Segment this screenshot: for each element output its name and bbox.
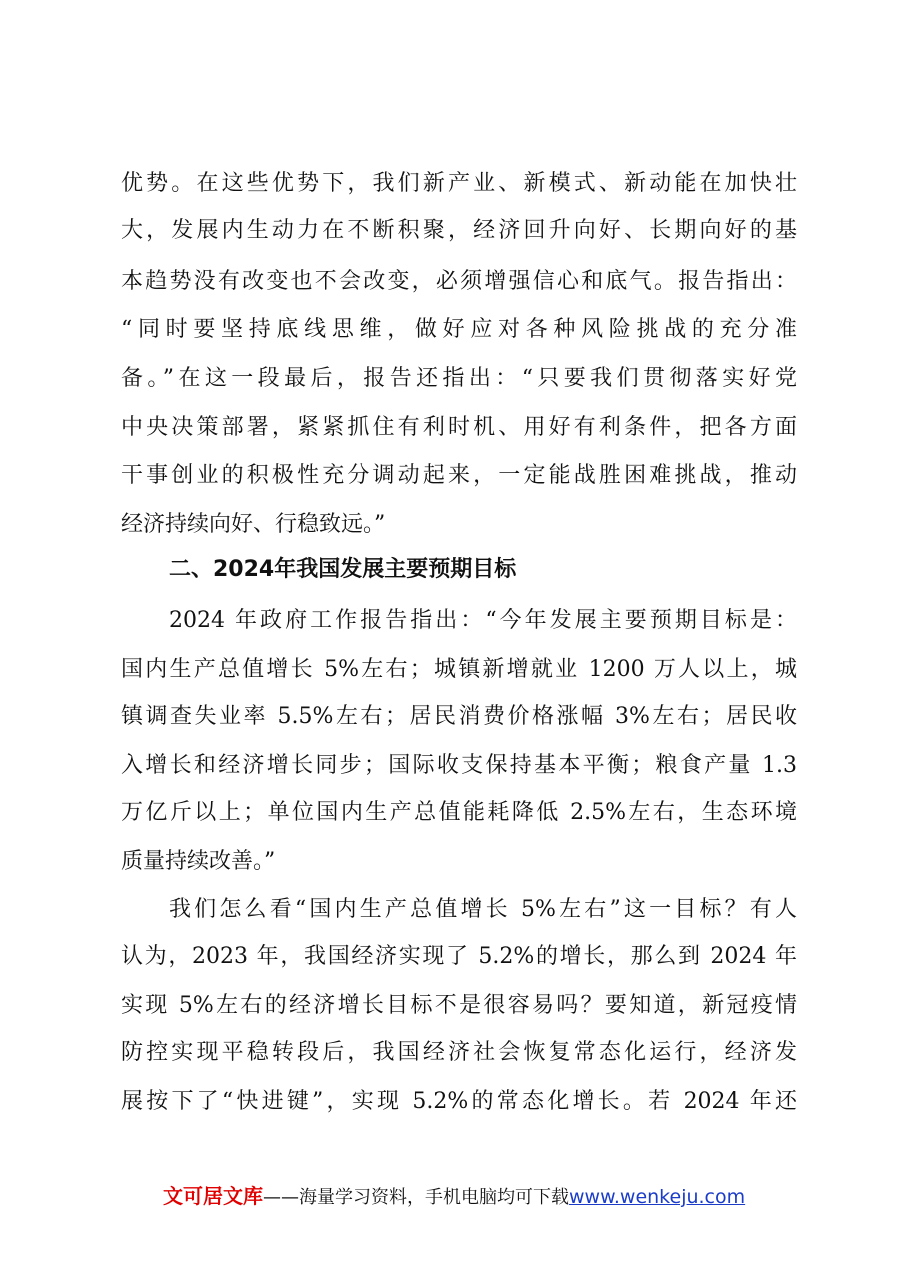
paragraph-1-line: 中央决策部署，紧紧抓住有利时机、用好有利条件，把各方面 — [121, 415, 797, 440]
footer-banner — [163, 1180, 745, 1212]
paragraph-3-line: 防控实现平稳转段后，我国经济社会恢复常态化运行，经济发 — [121, 1040, 797, 1065]
paragraph-2-line: 镇调查失业率 5.5%左右；居民消费价格涨幅 3%左右；居民收 — [121, 704, 797, 729]
paragraph-3-line: 实现 5%左右的经济增长目标不是很容易吗？要知道，新冠疫情 — [121, 993, 797, 1018]
paragraph-3-line: 展按下了“快进键”，实现 5.2%的常态化增长。若 2024 年还 — [121, 1089, 797, 1114]
paragraph-2-line: 国内生产总值增长 5%左右；城镇新增就业 1200 万人以上，城 — [121, 657, 797, 682]
paragraph-3-line: 认为，2023 年，我国经济实现了 5.2%的增长，那么到 2024 年 — [121, 944, 797, 969]
paragraph-1-line: “同时要坚持底线思维，做好应对各种风险挑战的充分准 — [121, 317, 797, 342]
paragraph-1-line: 优势。在这些优势下，我们新产业、新模式、新动能在加快壮 — [121, 171, 797, 196]
footer-link[interactable]: www.wenkeju.com — [569, 1186, 746, 1208]
paragraph-2-line: 入增长和经济增长同步；国际收支保持基本平衡；粮食产量 1.3 — [121, 753, 797, 778]
paragraph-1-line: 大，发展内生动力在不断积聚，经济回升向好、长期向好的基 — [121, 218, 797, 243]
paragraph-2-line: 2024 年政府工作报告指出：“今年发展主要预期目标是： — [169, 608, 797, 633]
paragraph-1-line: 备。”在这一段最后，报告还指出：“只要我们贯彻落实好党 — [121, 366, 797, 391]
section-heading: 二、2024年我国发展主要预期目标 — [169, 557, 517, 582]
paragraph-2-line: 质量持续改善。” — [121, 849, 276, 874]
footer-brand: 文可居文库 — [163, 1184, 263, 1208]
paragraph-1-line: 经济持续向好、行稳致远。” — [121, 512, 386, 537]
paragraph-2-line: 万亿斤以上；单位国内生产总值能耗降低 2.5%左右，生态环境 — [121, 800, 797, 825]
paragraph-3-line: 我们怎么看“国内生产总值增长 5%左右”这一目标？有人 — [169, 897, 797, 922]
paragraph-1-line: 干事创业的积极性充分调动起来，一定能战胜困难挑战，推动 — [121, 463, 797, 488]
paragraph-1-line: 本趋势没有改变也不会改变，必须增强信心和底气。报告指出： — [121, 269, 797, 294]
footer-tagline: ——海量学习资料，手机电脑均可下载 — [263, 1187, 569, 1208]
